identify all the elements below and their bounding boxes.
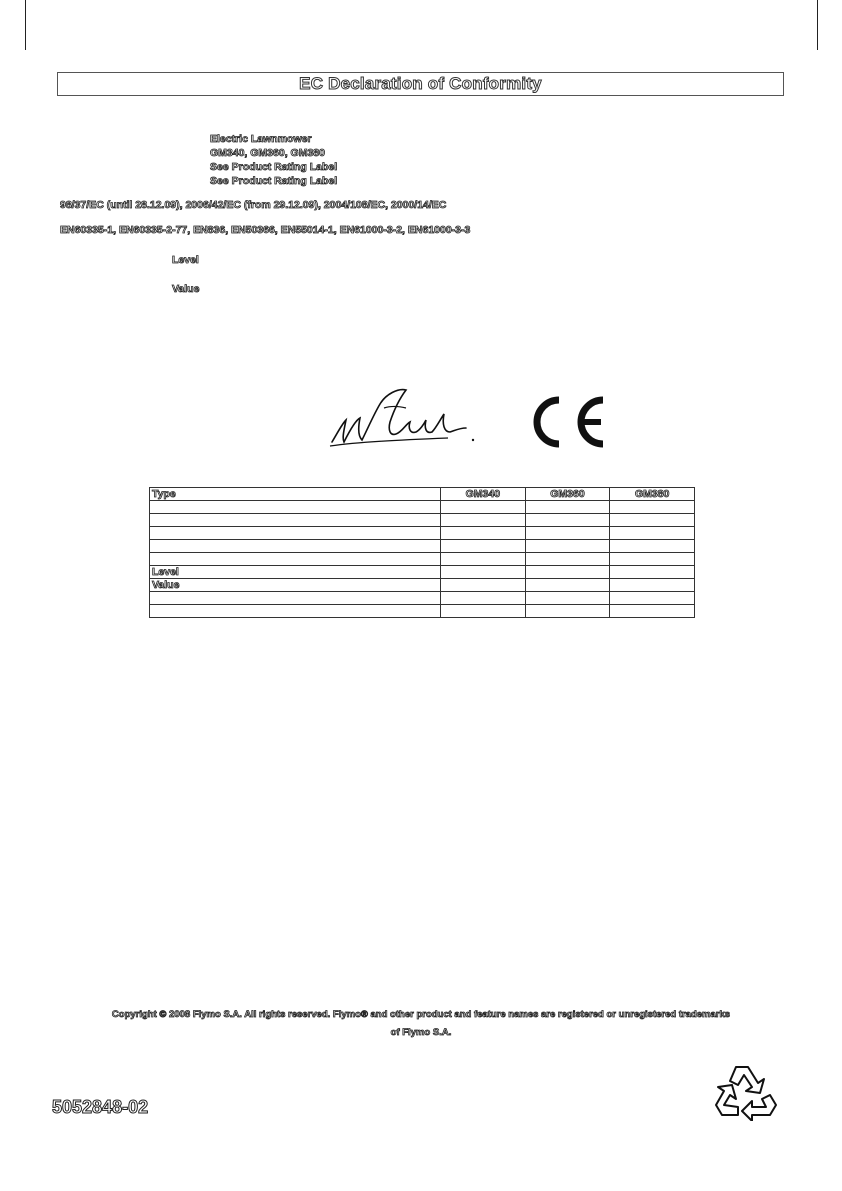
- cell: [525, 514, 610, 527]
- cell: [610, 579, 695, 592]
- model-header-gm360: GM360: [525, 488, 610, 501]
- product-year: See Product Rating Label: [210, 175, 338, 187]
- cell: [525, 527, 610, 540]
- table-row: [150, 605, 695, 618]
- table-row: [150, 514, 695, 527]
- copyright-line-2: of Flymo S.A.: [390, 1027, 452, 1038]
- cell: [441, 501, 526, 514]
- signature-icon: [328, 384, 478, 454]
- product-serial: See Product Rating Label: [210, 161, 338, 173]
- noise-level-label: Level: [172, 254, 199, 266]
- noise-value-label: Value: [172, 283, 200, 295]
- cell: [610, 514, 695, 527]
- product-type: Electric Lawnmower: [210, 133, 312, 145]
- table-row: [150, 527, 695, 540]
- cell: [525, 553, 610, 566]
- cell: [441, 540, 526, 553]
- table-row: [150, 566, 695, 579]
- cell: [610, 605, 695, 618]
- table-row: [150, 501, 695, 514]
- recycle-icon: [712, 1061, 780, 1121]
- row-label-level: Level: [150, 566, 441, 579]
- row-label: [150, 514, 441, 527]
- directives-list: 98/37/EC (until 28.12.09), 2006/42/EC (from 29.12.09), 2004/108/EC, 2000/14/EC: [60, 199, 447, 211]
- crop-mark-right: [817, 0, 818, 50]
- cell: [610, 553, 695, 566]
- copyright-notice: [40, 1006, 802, 1042]
- cell: [441, 553, 526, 566]
- model-header-gm380: GM380: [610, 488, 695, 501]
- cell: [610, 592, 695, 605]
- cell: [525, 501, 610, 514]
- crop-mark-left: [25, 0, 26, 50]
- row-label: [150, 540, 441, 553]
- cell: [441, 527, 526, 540]
- cell: [525, 579, 610, 592]
- cell: [610, 566, 695, 579]
- row-label-value: Value: [150, 579, 441, 592]
- cell: [610, 540, 695, 553]
- declaration-title: EC Declaration of Conformity: [57, 72, 784, 96]
- cell: [441, 566, 526, 579]
- cell: [610, 527, 695, 540]
- standards-list: EN60335-1, EN60335-2-77, EN836, EN50366, EN55014-1, EN61000-3-2, EN61000-3-3: [60, 224, 471, 236]
- row-label: [150, 553, 441, 566]
- cell: [441, 605, 526, 618]
- product-models: GM340, GM360, GM380: [210, 147, 325, 159]
- document-number: 5052848-02: [52, 1097, 149, 1117]
- row-label: [150, 501, 441, 514]
- table-row: [150, 540, 695, 553]
- cell: [525, 605, 610, 618]
- cell: [441, 579, 526, 592]
- model-header-gm340: GM340: [441, 488, 526, 501]
- type-header: Type: [150, 488, 441, 501]
- cell: [525, 592, 610, 605]
- table-header-row: [150, 488, 695, 501]
- ce-mark-icon: [525, 394, 607, 450]
- cell: [441, 514, 526, 527]
- cell: [525, 566, 610, 579]
- cell: [441, 592, 526, 605]
- row-label: [150, 592, 441, 605]
- copyright-line-1: Copyright © 2008 Flymo S.A. All rights reserved. Flymo® and other product and feature names are registered or unregistered trademarks: [111, 1009, 731, 1020]
- cell: [525, 540, 610, 553]
- row-label: [150, 605, 441, 618]
- table-row: [150, 592, 695, 605]
- specification-table: [149, 487, 695, 618]
- table-row: [150, 579, 695, 592]
- cell: [610, 501, 695, 514]
- row-label: [150, 527, 441, 540]
- product-info: [210, 132, 337, 188]
- table-row: [150, 553, 695, 566]
